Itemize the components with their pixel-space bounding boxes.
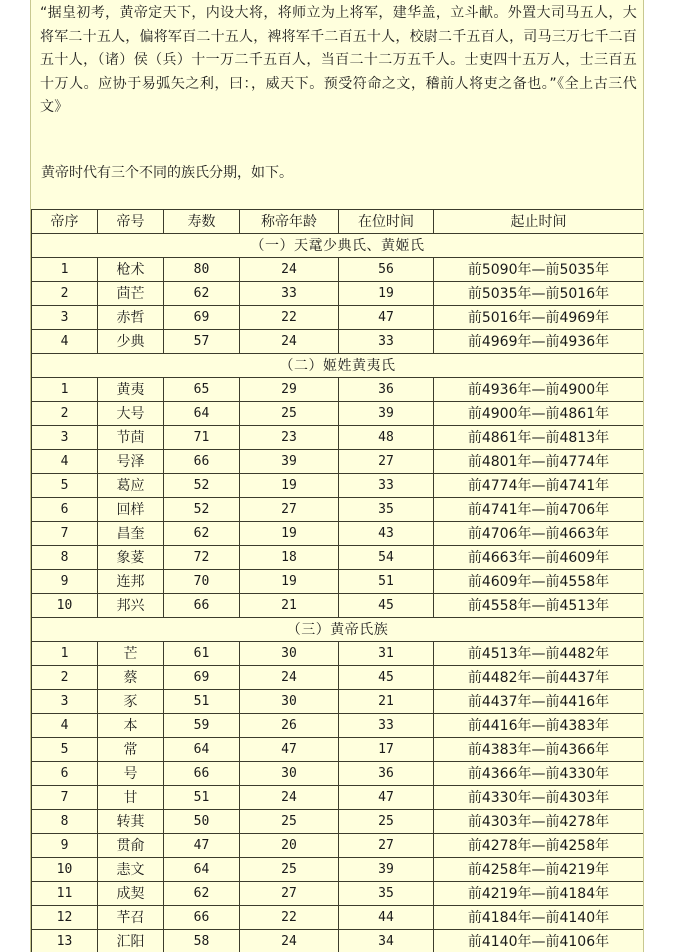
title-cell: 常 (98, 738, 164, 762)
reign-period-cell: 前4741年—前4706年 (434, 498, 644, 522)
table-row (32, 594, 644, 618)
reign-period-cell: 前4416年—前4383年 (434, 714, 644, 738)
lifespan-cell: 70 (164, 570, 240, 594)
reign-period-cell: 前4663年—前4609年 (434, 546, 644, 570)
order-cell: 8 (32, 546, 98, 570)
reign-period-cell: 前4278年—前4258年 (434, 834, 644, 858)
reign-period-cell: 前4219年—前4184年 (434, 882, 644, 906)
reign-period-cell: 前4383年—前4366年 (434, 738, 644, 762)
accession-age-cell: 24 (240, 930, 339, 952)
title-cell: 茴芒 (98, 282, 164, 306)
reign-length-cell: 27 (339, 450, 434, 474)
order-cell: 4 (32, 330, 98, 354)
accession-age-cell: 25 (240, 858, 339, 882)
table-row (32, 258, 644, 282)
lifespan-cell: 64 (164, 402, 240, 426)
accession-age-cell: 25 (240, 402, 339, 426)
reign-period-cell: 前4774年—前4741年 (434, 474, 644, 498)
reign-length-cell: 47 (339, 786, 434, 810)
accession-age-cell: 26 (240, 714, 339, 738)
reign-length-cell: 35 (339, 498, 434, 522)
reign-period-cell: 前4437年—前4416年 (434, 690, 644, 714)
reign-period-cell: 前4861年—前4813年 (434, 426, 644, 450)
reign-length-cell: 45 (339, 666, 434, 690)
reign-period-cell: 前4258年—前4219年 (434, 858, 644, 882)
reign-period-cell: 前4184年—前4140年 (434, 906, 644, 930)
historical-quote: “据皇初考，黄帝定天下，内设大将，将师立为上将军，建华盖，立斗献。外置大司马五人，大将军二十五人，偏将军百二十五人，裨将军千二百五十人，校尉二千五百人，司马三万七千二百五十人，（诸）侯（兵）十一万二千五百人，当百二十二万五千人。士吏四十五万人，士三百五十万人。应协于易弧矢之利，曰：，威天下。预受符命之文，稽前人将吏之备也。”《全上古三代文》 (40, 5, 637, 114)
title-cell: 本 (98, 714, 164, 738)
header-emperor-title: 帝号 (98, 210, 164, 234)
order-cell: 3 (32, 690, 98, 714)
table-row (32, 714, 644, 738)
table-row (32, 546, 644, 570)
lifespan-cell: 57 (164, 330, 240, 354)
reign-period-cell: 前4900年—前4861年 (434, 402, 644, 426)
accession-age-cell: 27 (240, 882, 339, 906)
reign-length-cell: 39 (339, 858, 434, 882)
reign-period-cell: 前4969年—前4936年 (434, 330, 644, 354)
accession-age-cell: 33 (240, 282, 339, 306)
accession-age-cell: 24 (240, 666, 339, 690)
reign-length-cell: 36 (339, 378, 434, 402)
title-cell: 邦兴 (98, 594, 164, 618)
reign-period-cell: 前4513年—前4482年 (434, 642, 644, 666)
table-row (32, 906, 644, 930)
table-row (32, 858, 644, 882)
reign-period-cell: 前5035年—前5016年 (434, 282, 644, 306)
accession-age-cell: 24 (240, 258, 339, 282)
group-title: （三）黄帝氏族 (32, 618, 644, 642)
title-cell: 芊召 (98, 906, 164, 930)
table-row (32, 570, 644, 594)
reign-period-cell: 前4140年—前4106年 (434, 930, 644, 952)
accession-age-cell: 22 (240, 906, 339, 930)
accession-age-cell: 30 (240, 762, 339, 786)
table-row (32, 450, 644, 474)
title-cell: 葛应 (98, 474, 164, 498)
title-cell: 贯俞 (98, 834, 164, 858)
group-header-row (32, 354, 644, 378)
table-row (32, 666, 644, 690)
table-row (32, 378, 644, 402)
lifespan-cell: 58 (164, 930, 240, 952)
group-header-row (32, 618, 644, 642)
reign-length-cell: 17 (339, 738, 434, 762)
lifespan-cell: 72 (164, 546, 240, 570)
lifespan-cell: 66 (164, 906, 240, 930)
reign-period-cell: 前4558年—前4513年 (434, 594, 644, 618)
table-row (32, 786, 644, 810)
reign-length-cell: 54 (339, 546, 434, 570)
table-row (32, 810, 644, 834)
title-cell: 成契 (98, 882, 164, 906)
group-title: （一）天鼋少典氏、黄姬氏 (32, 234, 644, 258)
order-cell: 1 (32, 642, 98, 666)
reign-period-cell: 前5090年—前5035年 (434, 258, 644, 282)
accession-age-cell: 39 (240, 450, 339, 474)
order-cell: 9 (32, 834, 98, 858)
reign-length-cell: 19 (339, 282, 434, 306)
order-cell: 1 (32, 378, 98, 402)
order-cell: 2 (32, 282, 98, 306)
order-cell: 13 (32, 930, 98, 952)
reign-period-cell: 前4482年—前4437年 (434, 666, 644, 690)
dynasty-table (31, 209, 644, 952)
lifespan-cell: 69 (164, 666, 240, 690)
order-cell: 10 (32, 594, 98, 618)
reign-length-cell: 21 (339, 690, 434, 714)
lifespan-cell: 52 (164, 498, 240, 522)
accession-age-cell: 19 (240, 522, 339, 546)
reign-period-cell: 前4801年—前4774年 (434, 450, 644, 474)
reign-period-cell: 前4366年—前4330年 (434, 762, 644, 786)
header-lifespan: 寿数 (164, 210, 240, 234)
title-cell: 回样 (98, 498, 164, 522)
reign-length-cell: 51 (339, 570, 434, 594)
order-cell: 9 (32, 570, 98, 594)
table-row (32, 762, 644, 786)
lifespan-cell: 64 (164, 858, 240, 882)
title-cell: 大号 (98, 402, 164, 426)
lifespan-cell: 59 (164, 714, 240, 738)
lifespan-cell: 61 (164, 642, 240, 666)
lifespan-cell: 69 (164, 306, 240, 330)
lifespan-cell: 65 (164, 378, 240, 402)
title-cell: 赤哲 (98, 306, 164, 330)
order-cell: 8 (32, 810, 98, 834)
table-row (32, 330, 644, 354)
reign-length-cell: 27 (339, 834, 434, 858)
table-row (32, 426, 644, 450)
reign-length-cell: 36 (339, 762, 434, 786)
order-cell: 3 (32, 426, 98, 450)
title-cell: 芒 (98, 642, 164, 666)
title-cell: 黄夷 (98, 378, 164, 402)
lifespan-cell: 71 (164, 426, 240, 450)
reign-length-cell: 44 (339, 906, 434, 930)
reign-length-cell: 35 (339, 882, 434, 906)
table-row (32, 306, 644, 330)
lifespan-cell: 62 (164, 882, 240, 906)
reign-length-cell: 47 (339, 306, 434, 330)
lifespan-cell: 62 (164, 522, 240, 546)
table-row (32, 474, 644, 498)
lifespan-cell: 66 (164, 450, 240, 474)
group-header-row (32, 234, 644, 258)
order-cell: 4 (32, 714, 98, 738)
reign-length-cell: 43 (339, 522, 434, 546)
lifespan-cell: 51 (164, 690, 240, 714)
title-cell: 象荽 (98, 546, 164, 570)
lifespan-cell: 66 (164, 762, 240, 786)
reign-length-cell: 33 (339, 714, 434, 738)
lifespan-cell: 52 (164, 474, 240, 498)
accession-age-cell: 19 (240, 570, 339, 594)
order-cell: 6 (32, 498, 98, 522)
reign-period-cell: 前4706年—前4663年 (434, 522, 644, 546)
order-cell: 2 (32, 402, 98, 426)
order-cell: 1 (32, 258, 98, 282)
order-cell: 3 (32, 306, 98, 330)
accession-age-cell: 47 (240, 738, 339, 762)
accession-age-cell: 23 (240, 426, 339, 450)
lifespan-cell: 64 (164, 738, 240, 762)
lifespan-cell: 50 (164, 810, 240, 834)
header-reign-length: 在位时间 (339, 210, 434, 234)
accession-age-cell: 19 (240, 474, 339, 498)
order-cell: 6 (32, 762, 98, 786)
order-cell: 5 (32, 738, 98, 762)
header-emperor-order: 帝序 (32, 210, 98, 234)
title-cell: 恚文 (98, 858, 164, 882)
order-cell: 4 (32, 450, 98, 474)
lifespan-cell: 47 (164, 834, 240, 858)
reign-period-cell: 前4936年—前4900年 (434, 378, 644, 402)
reign-period-cell: 前4330年—前4303年 (434, 786, 644, 810)
table-row (32, 834, 644, 858)
order-cell: 7 (32, 522, 98, 546)
title-cell: 号泽 (98, 450, 164, 474)
reign-period-cell: 前4609年—前4558年 (434, 570, 644, 594)
accession-age-cell: 21 (240, 594, 339, 618)
title-cell: 汇阳 (98, 930, 164, 952)
lifespan-cell: 51 (164, 786, 240, 810)
reign-length-cell: 45 (339, 594, 434, 618)
group-title: （二）姬姓黄夷氏 (32, 354, 644, 378)
table-row (32, 738, 644, 762)
reign-length-cell: 48 (339, 426, 434, 450)
title-cell: 蔡 (98, 666, 164, 690)
reign-length-cell: 31 (339, 642, 434, 666)
title-cell: 甘 (98, 786, 164, 810)
table-row (32, 282, 644, 306)
reign-length-cell: 33 (339, 330, 434, 354)
header-accession-age: 称帝年龄 (240, 210, 339, 234)
table-row (32, 642, 644, 666)
accession-age-cell: 30 (240, 642, 339, 666)
title-cell: 连邦 (98, 570, 164, 594)
order-cell: 7 (32, 786, 98, 810)
order-cell: 11 (32, 882, 98, 906)
reign-length-cell: 25 (339, 810, 434, 834)
header-reign-period: 起止时间 (434, 210, 644, 234)
reign-period-cell: 前4303年—前4278年 (434, 810, 644, 834)
lifespan-cell: 66 (164, 594, 240, 618)
accession-age-cell: 27 (240, 498, 339, 522)
accession-age-cell: 25 (240, 810, 339, 834)
title-cell: 豕 (98, 690, 164, 714)
lifespan-cell: 62 (164, 282, 240, 306)
title-cell: 节茴 (98, 426, 164, 450)
table-row (32, 882, 644, 906)
accession-age-cell: 24 (240, 786, 339, 810)
order-cell: 5 (32, 474, 98, 498)
table-row (32, 930, 644, 952)
reign-length-cell: 39 (339, 402, 434, 426)
accession-age-cell: 29 (240, 378, 339, 402)
table-row (32, 522, 644, 546)
article-page (30, 0, 644, 952)
table-row (32, 402, 644, 426)
title-cell: 枪术 (98, 258, 164, 282)
table-row (32, 498, 644, 522)
table-header-row (32, 210, 644, 234)
intro-text: 黄帝时代有三个不同的族氏分期，如下。 (41, 165, 293, 181)
order-cell: 2 (32, 666, 98, 690)
lifespan-cell: 80 (164, 258, 240, 282)
table-row (32, 690, 644, 714)
title-cell: 少典 (98, 330, 164, 354)
accession-age-cell: 22 (240, 306, 339, 330)
accession-age-cell: 18 (240, 546, 339, 570)
title-cell: 昌奎 (98, 522, 164, 546)
reign-length-cell: 34 (339, 930, 434, 952)
title-cell: 转萁 (98, 810, 164, 834)
order-cell: 12 (32, 906, 98, 930)
reign-length-cell: 33 (339, 474, 434, 498)
reign-period-cell: 前5016年—前4969年 (434, 306, 644, 330)
order-cell: 10 (32, 858, 98, 882)
title-cell: 号 (98, 762, 164, 786)
reign-length-cell: 56 (339, 258, 434, 282)
table-body (32, 234, 644, 952)
accession-age-cell: 20 (240, 834, 339, 858)
accession-age-cell: 24 (240, 330, 339, 354)
accession-age-cell: 30 (240, 690, 339, 714)
